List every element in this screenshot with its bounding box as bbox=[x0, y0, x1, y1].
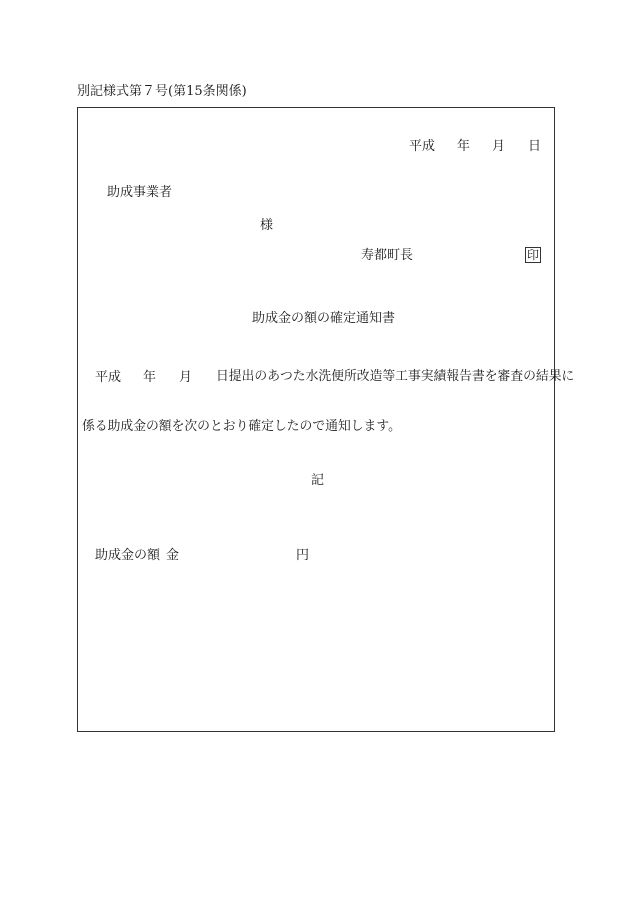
date-month: 月 bbox=[492, 139, 506, 154]
ki-heading: 記 bbox=[311, 473, 325, 488]
sender-name: 寿都町長 bbox=[361, 248, 414, 263]
date-era: 平成 bbox=[409, 139, 436, 154]
recipient-honorific: 様 bbox=[260, 218, 274, 233]
body-era: 平成 bbox=[95, 370, 122, 385]
amount-unit: 円 bbox=[296, 548, 310, 563]
seal-label: 印 bbox=[527, 248, 540, 262]
recipient-title: 助成事業者 bbox=[107, 185, 173, 200]
seal-mark bbox=[525, 247, 541, 263]
body-month: 月 bbox=[179, 370, 193, 385]
document-title: 助成金の額の確定通知書 bbox=[252, 311, 396, 326]
body-rest: 日提出のあつた水洗便所改造等工事実績報告書を審査の結果に bbox=[216, 369, 575, 384]
date-year: 年 bbox=[457, 139, 471, 154]
body-year: 年 bbox=[143, 370, 157, 385]
amount-prefix: 金 bbox=[166, 548, 180, 563]
body-line-2: 係る助成金の額を次のとおり確定したので通知します。 bbox=[82, 419, 401, 434]
form-label: 別記様式第７号(第15条関係) bbox=[77, 84, 247, 99]
amount-label: 助成金の額 bbox=[95, 548, 161, 563]
date-day: 日 bbox=[528, 139, 542, 154]
